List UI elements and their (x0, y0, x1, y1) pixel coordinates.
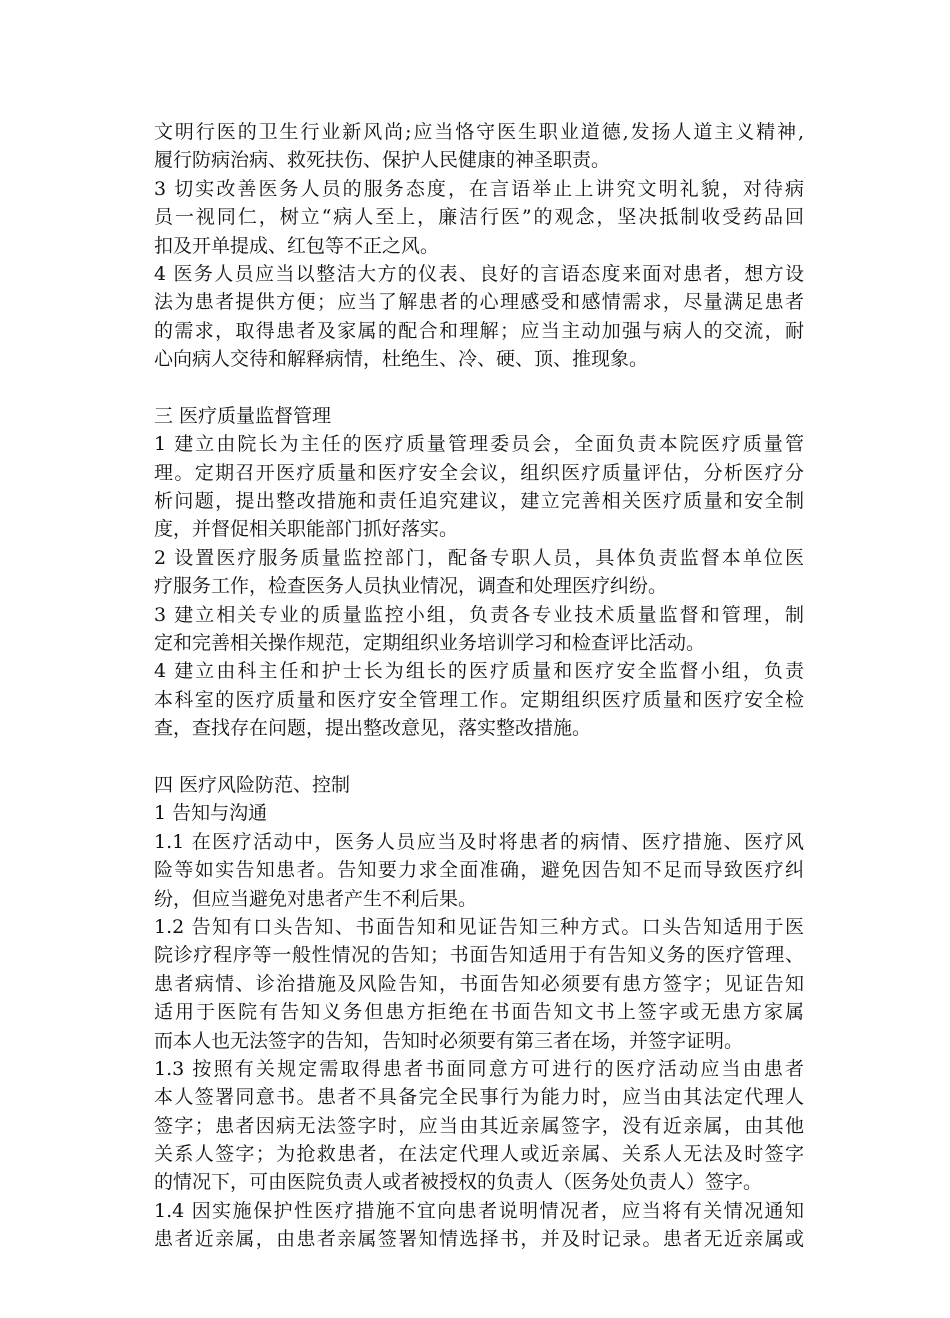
paragraph-gap (154, 743, 804, 771)
text-line: 定和完善相关操作规范，定期组织业务培训学习和检查评比活动。 (154, 632, 706, 655)
text-line: 适用于医院有告知义务但患方拒绝在书面告知文书上签字或无患方家属 (154, 1001, 804, 1024)
text-line: 而本人也无法签字的告知，告知时必须要有第三者在场，并签字证明。 (154, 1029, 744, 1052)
text-line: 4 建立由科主任和护士长为组长的医疗质量和医疗安全监督小组，负责 (154, 660, 804, 683)
text-line: 1.2 告知有口头告知、书面告知和见证告知三种方式。口头告知适用于医 (154, 915, 804, 938)
paragraph-gap (154, 374, 804, 402)
text-line: 1.3 按照有关规定需取得患者书面同意方可进行的医疗活动应当由患者 (154, 1057, 804, 1080)
document-page (154, 118, 804, 1254)
text-line: 析问题，提出整改措施和责任追究建议，建立完善相关医疗质量和安全制 (154, 490, 804, 513)
text-line: 的需求，取得患者及家属的配合和理解；应当主动加强与病人的交流，耐 (154, 319, 804, 342)
text-line: 患者近亲属，由患者亲属签署知情选择书，并及时记录。患者无近亲属或 (154, 1228, 804, 1251)
subsection-heading: 1 告知与沟通 (154, 802, 268, 825)
text-line: 2 设置医疗服务质量监控部门，配备专职人员，具体负责监督本单位医 (154, 546, 804, 569)
text-line: 纷，但应当避免对患者产生不利后果。 (154, 887, 478, 910)
text-line: 疗服务工作，检查医务人员执业情况，调查和处理医疗纠纷。 (154, 575, 668, 598)
text-line: 患者病情、诊治措施及风险告知，书面告知必须要有患方签字；见证告知 (154, 972, 804, 995)
text-line: 的情况下，可由医院负责人或者被授权的负责人（医务处负责人）签字。 (154, 1171, 763, 1194)
section-heading: 三 医疗质量监督管理 (154, 404, 332, 427)
text-line: 险等如实告知患者。告知要力求全面准确，避免因告知不足而导致医疗纠 (154, 859, 804, 882)
text-line: 法为患者提供方便；应当了解患者的心理感受和感情需求，尽量满足患者 (154, 291, 804, 314)
text-line: 签字；患者因病无法签字时，应当由其近亲属签字，没有近亲属，由其他 (154, 1114, 804, 1137)
text-line: 院诊疗程序等一般性情况的告知；书面告知适用于有告知义务的医疗管理、 (154, 944, 804, 967)
text-line: 3 建立相关专业的质量监控小组，负责各专业技术质量监督和管理，制 (154, 603, 804, 626)
text-line: 扣及开单提成、红包等不正之风。 (154, 234, 440, 257)
text-line: 履行防病治病、救死扶伤、保护人民健康的神圣职责。 (154, 149, 611, 172)
text-line: 本科室的医疗质量和医疗安全管理工作。定期组织医疗质量和医疗安全检 (154, 688, 804, 711)
text-line: 本人签署同意书。患者不具备完全民事行为能力时，应当由其法定代理人 (154, 1086, 804, 1109)
text-line: 关系人签字；为抢救患者，在法定代理人或近亲属、关系人无法及时签字 (154, 1143, 804, 1166)
text-line: 3 切实改善医务人员的服务态度，在言语举止上讲究文明礼貌，对待病 (154, 177, 804, 200)
text-line: 4 医务人员应当以整洁大方的仪表、良好的言语态度来面对患者，想方设 (154, 262, 804, 285)
text-line: 心向病人交待和解释病情，杜绝生、冷、硬、顶、推现象。 (154, 348, 649, 371)
text-line: 1.1 在医疗活动中，医务人员应当及时将患者的病情、医疗措施、医疗风 (154, 830, 804, 853)
text-line: 文明行医的卫生行业新风尚;应当恪守医生职业道德,发扬人道主义精神, (154, 121, 804, 143)
text-line: 员一视同仁，树立“病人至上，廉洁行医”的观念，坚决抵制收受药品回 (154, 206, 804, 229)
text-line: 查，查找存在问题，提出整改意见，落实整改措施。 (154, 717, 592, 740)
text-line: 1 建立由院长为主任的医疗质量管理委员会，全面负责本院医疗质量管 (154, 433, 804, 456)
text-line: 度，并督促相关职能部门抓好落实。 (154, 518, 459, 541)
text-line: 理。定期召开医疗质量和医疗安全会议，组织医疗质量评估，分析医疗分 (154, 461, 804, 484)
section-heading: 四 医疗风险防范、控制 (154, 773, 351, 796)
text-line: 1.4 因实施保护性医疗措施不宜向患者说明情况者，应当将有关情况通知 (154, 1199, 804, 1222)
